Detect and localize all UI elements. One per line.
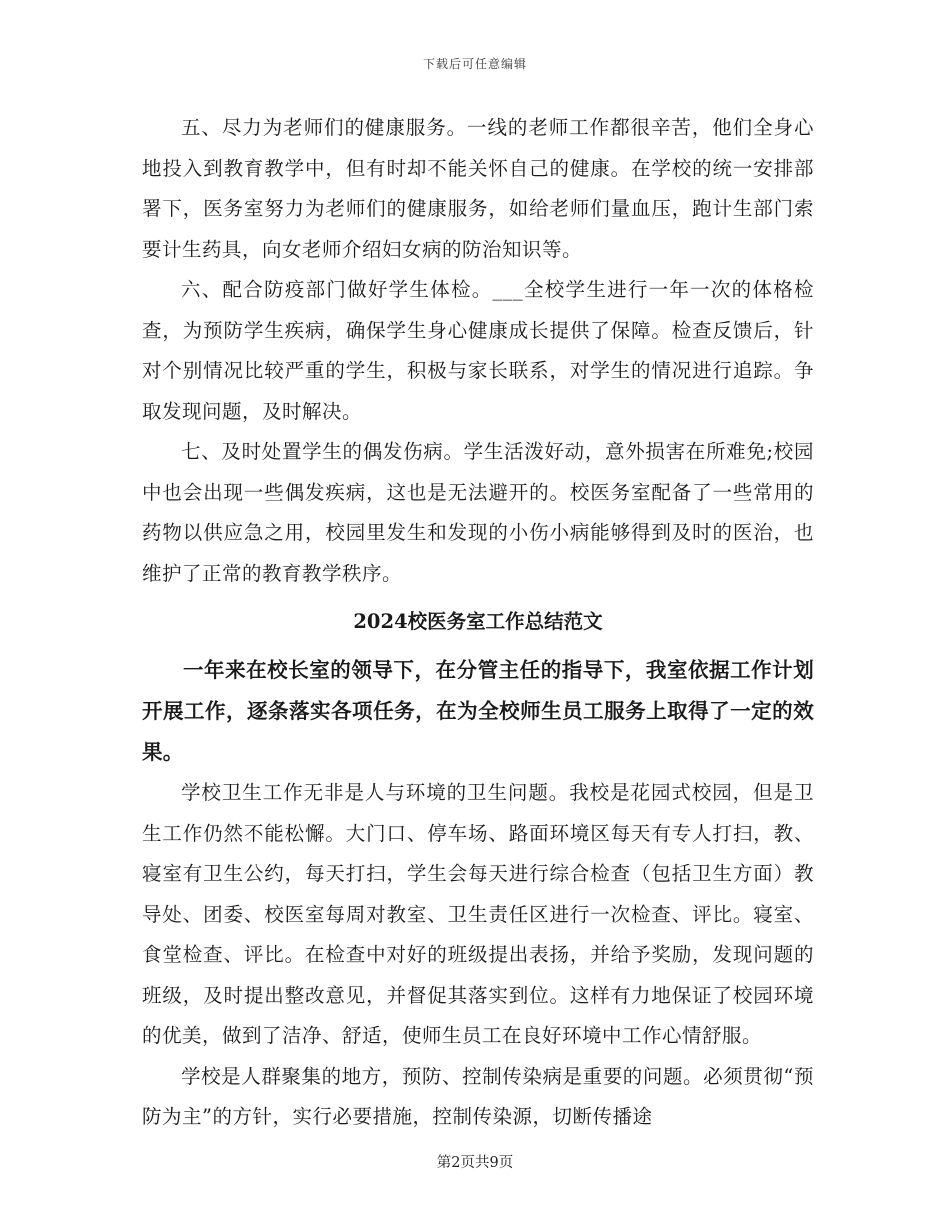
page-number: 第2页共9页	[436, 1155, 514, 1171]
section-title: 2024校医务室工作总结范文	[353, 610, 603, 633]
paragraph-injury-handling: 七、及时处置学生的偶发伤病。学生活泼好动，意外损害在所难免;校园中也会出现一些偶发疾病，这也是无法避开的。校医务室配备了一些常用的药物以供应急之用，校园里发生和发现的小伤小病能够得到及时的医治，也维护了正常的教育教学秩序。	[142, 440, 814, 585]
paragraph-health-service: 五、尽力为老师们的健康服务。一线的老师工作都很辛苦，他们全身心地投入到教育教学中，但有时却不能关怀自己的健康。在学校的统一安排部署下，医务室努力为老师们的健康服务，如给老师们量血压，跑计生部门索要计生药具，向女老师介绍妇女病的防治知识等。	[142, 116, 814, 261]
paragraph-disease-prevention: 学校是人群聚集的地方，预防、控制传染病是重要的问题。必须贯彻“预防为主”的方针，实行必要措施，控制传染源，切断传播途	[142, 1064, 814, 1128]
paragraph-environment-hygiene: 学校卫生工作无非是人与环境的卫生问题。我校是花园式校园，但是卫生工作仍然不能松懈。大门口、停车场、路面环境区每天有专人打扫，教、寝室有卫生公约，每天打扫，学生会每天进行综合检查（包括卫生方面）教导处、团委、校医室每周对教室、卫生责任区进行一次检查、评比。寝室、食堂检查、评比。在检查中对好的班级提出表扬，并给予奖励，发现问题的班级，及时提出整改意见，并督促其落实到位。这样有力地保证了校园环境的优美，做到了洁净、舒适，使师生员工在良好环境中工作心情舒服。	[142, 781, 814, 1047]
document-body	[142, 108, 814, 1138]
paragraph-physical-exam: 六、配合防疫部门做好学生体检。___全校学生进行一年一次的体格检查，为预防学生疾病，确保学生身心健康成长提供了保障。检查反馈后，针对个别情况比较严重的学生，积极与家长联系，对学生的情况进行追踪。争取发现问题，及时解决。	[142, 278, 814, 423]
page-header: 下载后可任意编辑	[422, 57, 527, 71]
section-intro: 一年来在校长室的领导下，在分管主任的指导下，我室依据工作计划开展工作，逐条落实各项任务，在为全校师生员工服务上取得了一定的效果。	[142, 658, 814, 764]
